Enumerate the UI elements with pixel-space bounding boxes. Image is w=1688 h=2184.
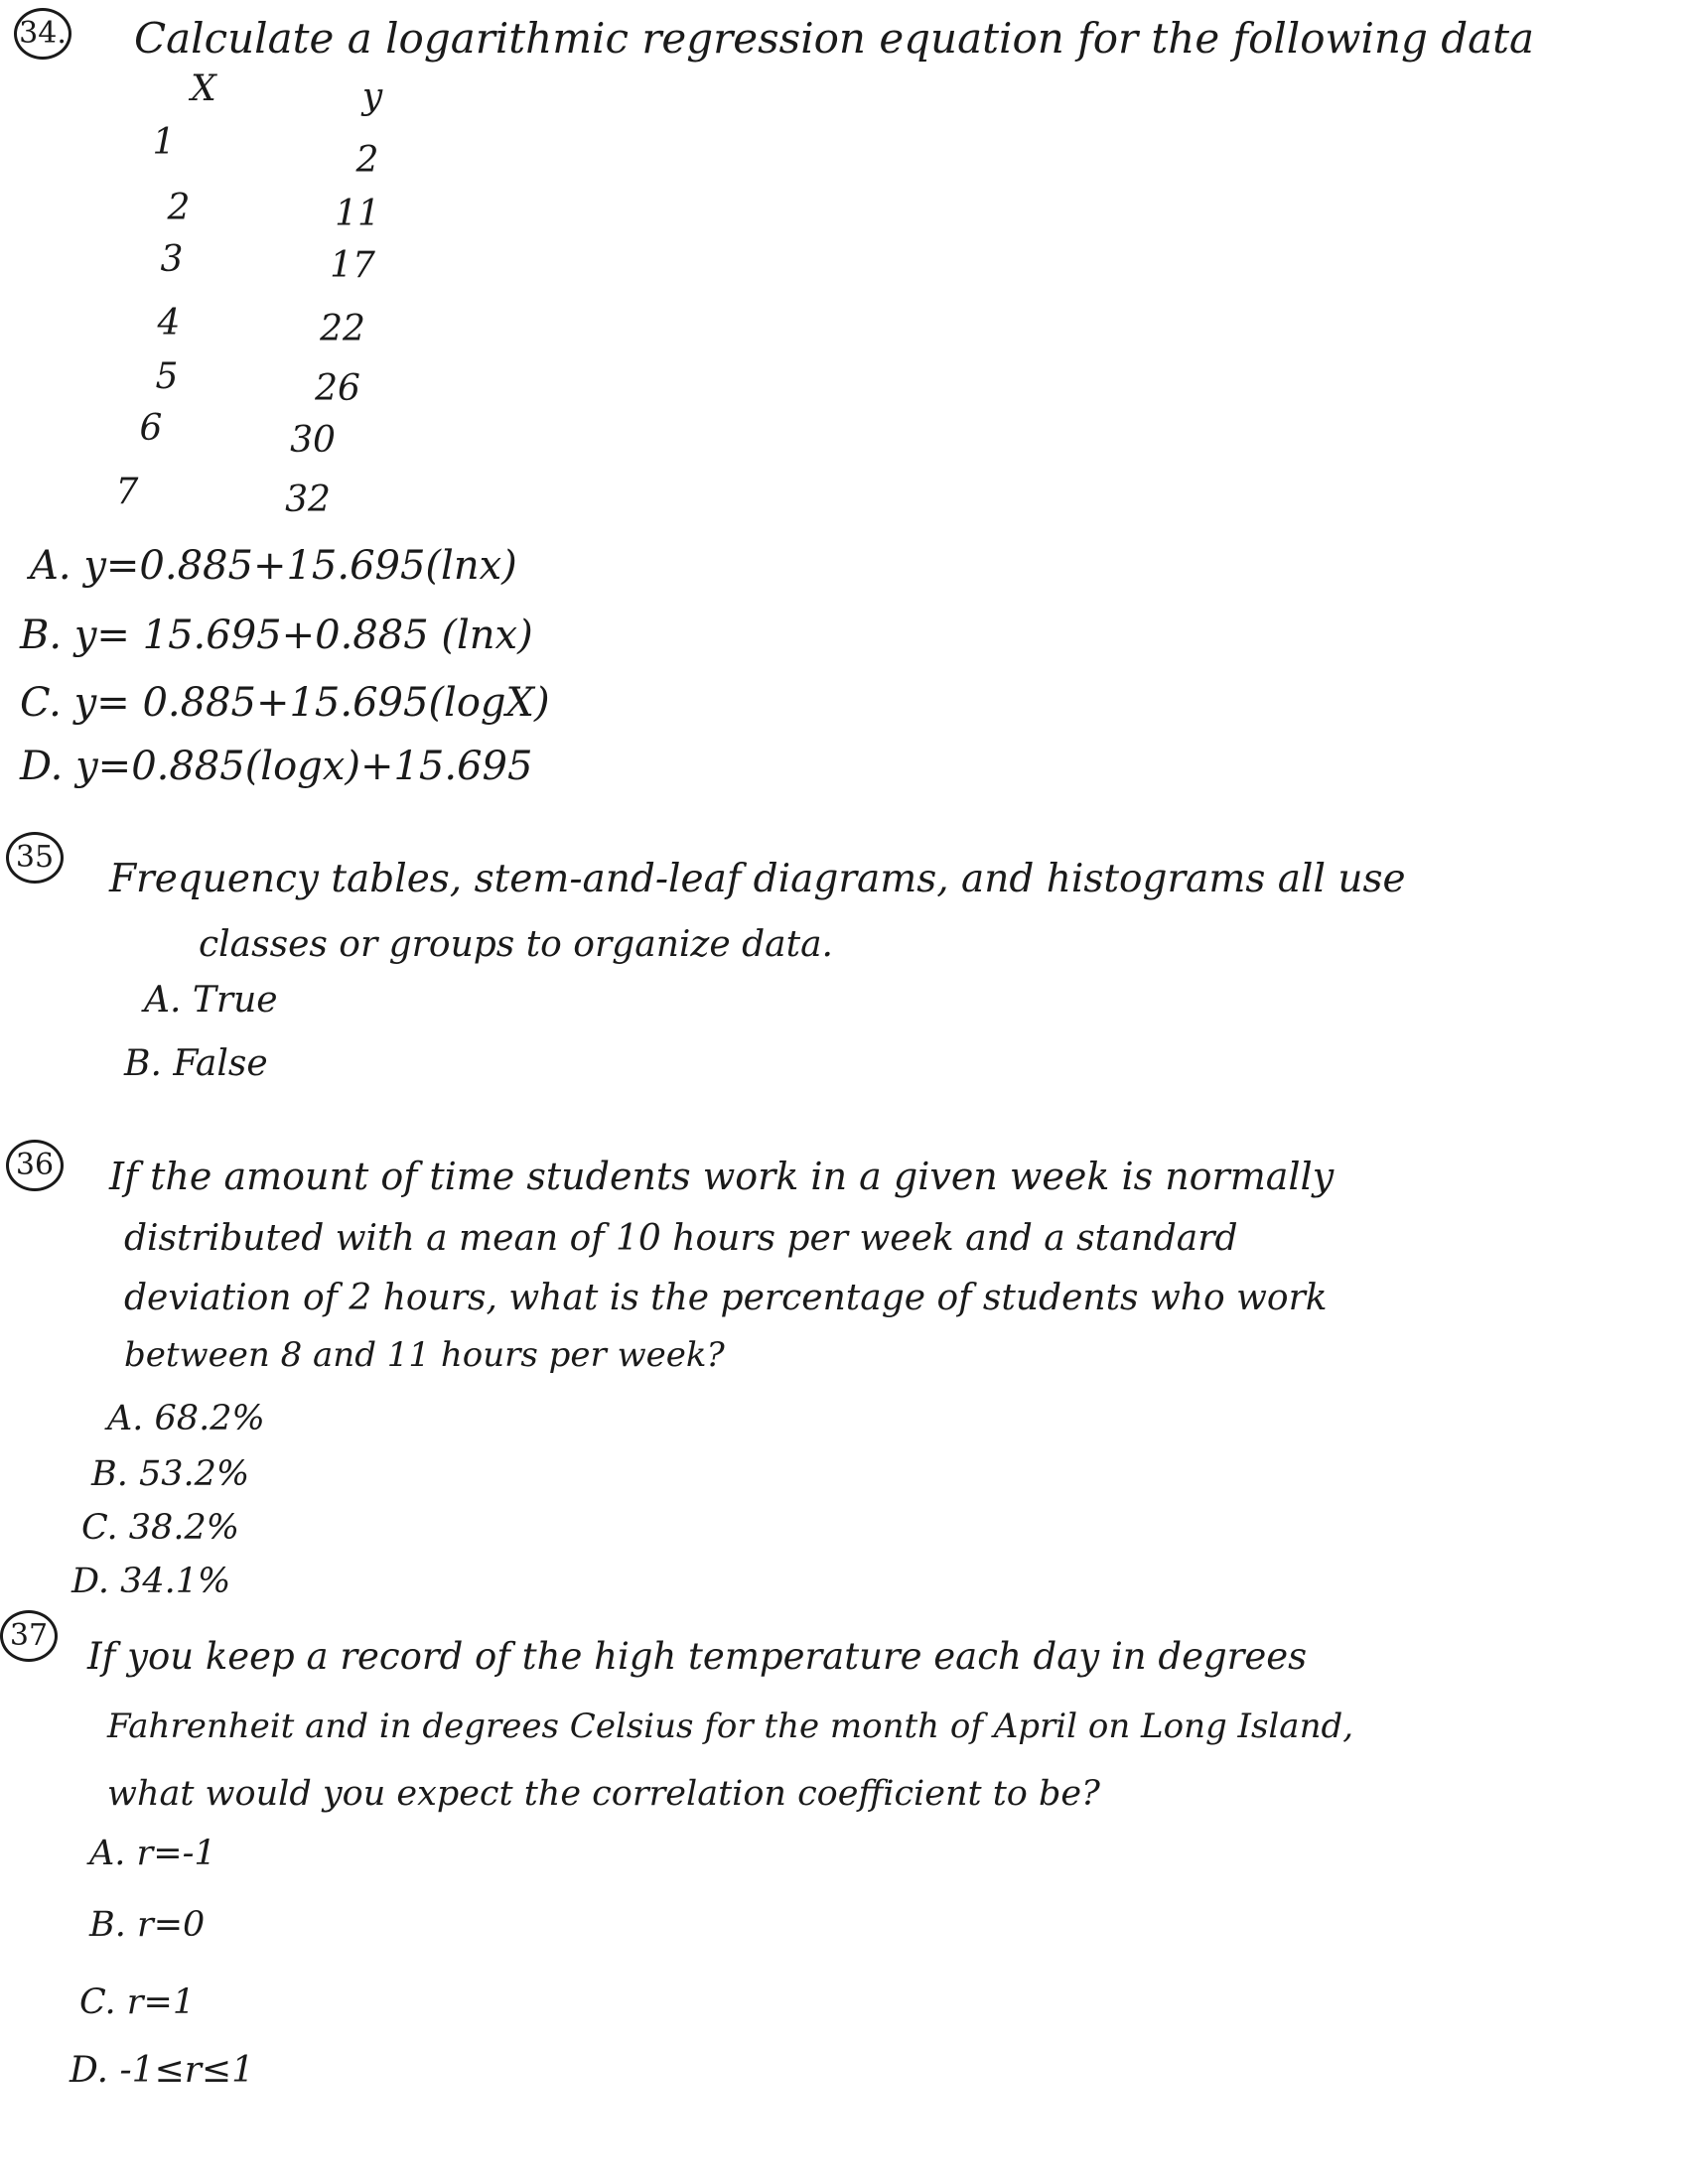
question-37-prompt-line-3: what would you expect the correlation coefficient to be?: [107, 1774, 1100, 1814]
question-36-choice-d: D. 34.1%: [71, 1562, 231, 1601]
table-header-x: X: [191, 68, 216, 109]
question-34-choice-c: C. y= 0.885+15.695(logX): [20, 680, 550, 726]
question-37-prompt-line-2: Fahrenheit and in degrees Celsius for the month of April on Long Island,: [107, 1706, 1354, 1746]
question-37-number: 37: [0, 1610, 58, 1662]
table-y-value: 11: [335, 194, 380, 234]
table-x-value: 6: [139, 408, 163, 449]
table-x-value: 3: [160, 239, 184, 280]
table-y-value: 17: [330, 245, 375, 286]
question-37-prompt-line-1: If you keep a record of the high temperature each day in degrees: [87, 1635, 1308, 1678]
table-x-value: 1: [152, 122, 176, 163]
question-36-prompt-line-1: If the amount of time students work in a given week is normally: [109, 1155, 1335, 1198]
question-35-prompt-line-2: classes or groups to organize data.: [199, 924, 833, 965]
question-35-prompt-line-1: Frequency tables, stem-and-leaf diagrams, and histograms all use: [109, 857, 1406, 901]
question-36-choice-c: C. 38.2%: [81, 1508, 239, 1548]
table-y-value: 32: [285, 479, 331, 520]
table-x-value: 5: [155, 356, 179, 397]
question-34-choice-a: A. y=0.885+15.695(lnx): [30, 543, 517, 589]
question-36-prompt-line-3: deviation of 2 hours, what is the percentage of students who work: [124, 1278, 1328, 1318]
question-35-choice-b: B. False: [124, 1043, 268, 1084]
table-header-y: y: [361, 76, 383, 117]
question-36-choice-a: A. 68.2%: [107, 1399, 265, 1438]
question-37-choice-c: C. r=1: [79, 1982, 196, 2022]
question-36-choice-b: B. 53.2%: [91, 1454, 250, 1494]
table-x-value: 7: [115, 472, 139, 512]
question-37-choice-a: A. r=-1: [89, 1834, 216, 1873]
table-y-value: 22: [320, 309, 365, 349]
table-y-value: 2: [355, 140, 379, 181]
question-34-number: 34.: [14, 8, 71, 60]
question-34-choice-d: D. y=0.885(logx)+15.695: [20, 744, 533, 789]
question-34-choice-b: B. y= 15.695+0.885 (lnx): [20, 613, 533, 658]
question-37-choice-b: B. r=0: [89, 1905, 206, 1945]
question-36-number: 36: [6, 1140, 64, 1191]
question-36-prompt-line-2: distributed with a mean of 10 hours per week and a standard: [124, 1218, 1238, 1259]
question-36-prompt-line-4: between 8 and 11 hours per week?: [124, 1335, 725, 1375]
question-35-number: 35: [6, 832, 64, 884]
table-x-value: 4: [157, 303, 181, 343]
question-37-choice-d: D. -1≤r≤1: [70, 2050, 254, 2091]
table-y-value: 26: [315, 368, 360, 409]
table-y-value: 30: [290, 420, 336, 461]
question-34-prompt: Calculate a logarithmic regression equation for the following data: [134, 14, 1535, 63]
question-35-choice-a: A. True: [144, 980, 278, 1021]
table-x-value: 2: [167, 188, 191, 228]
